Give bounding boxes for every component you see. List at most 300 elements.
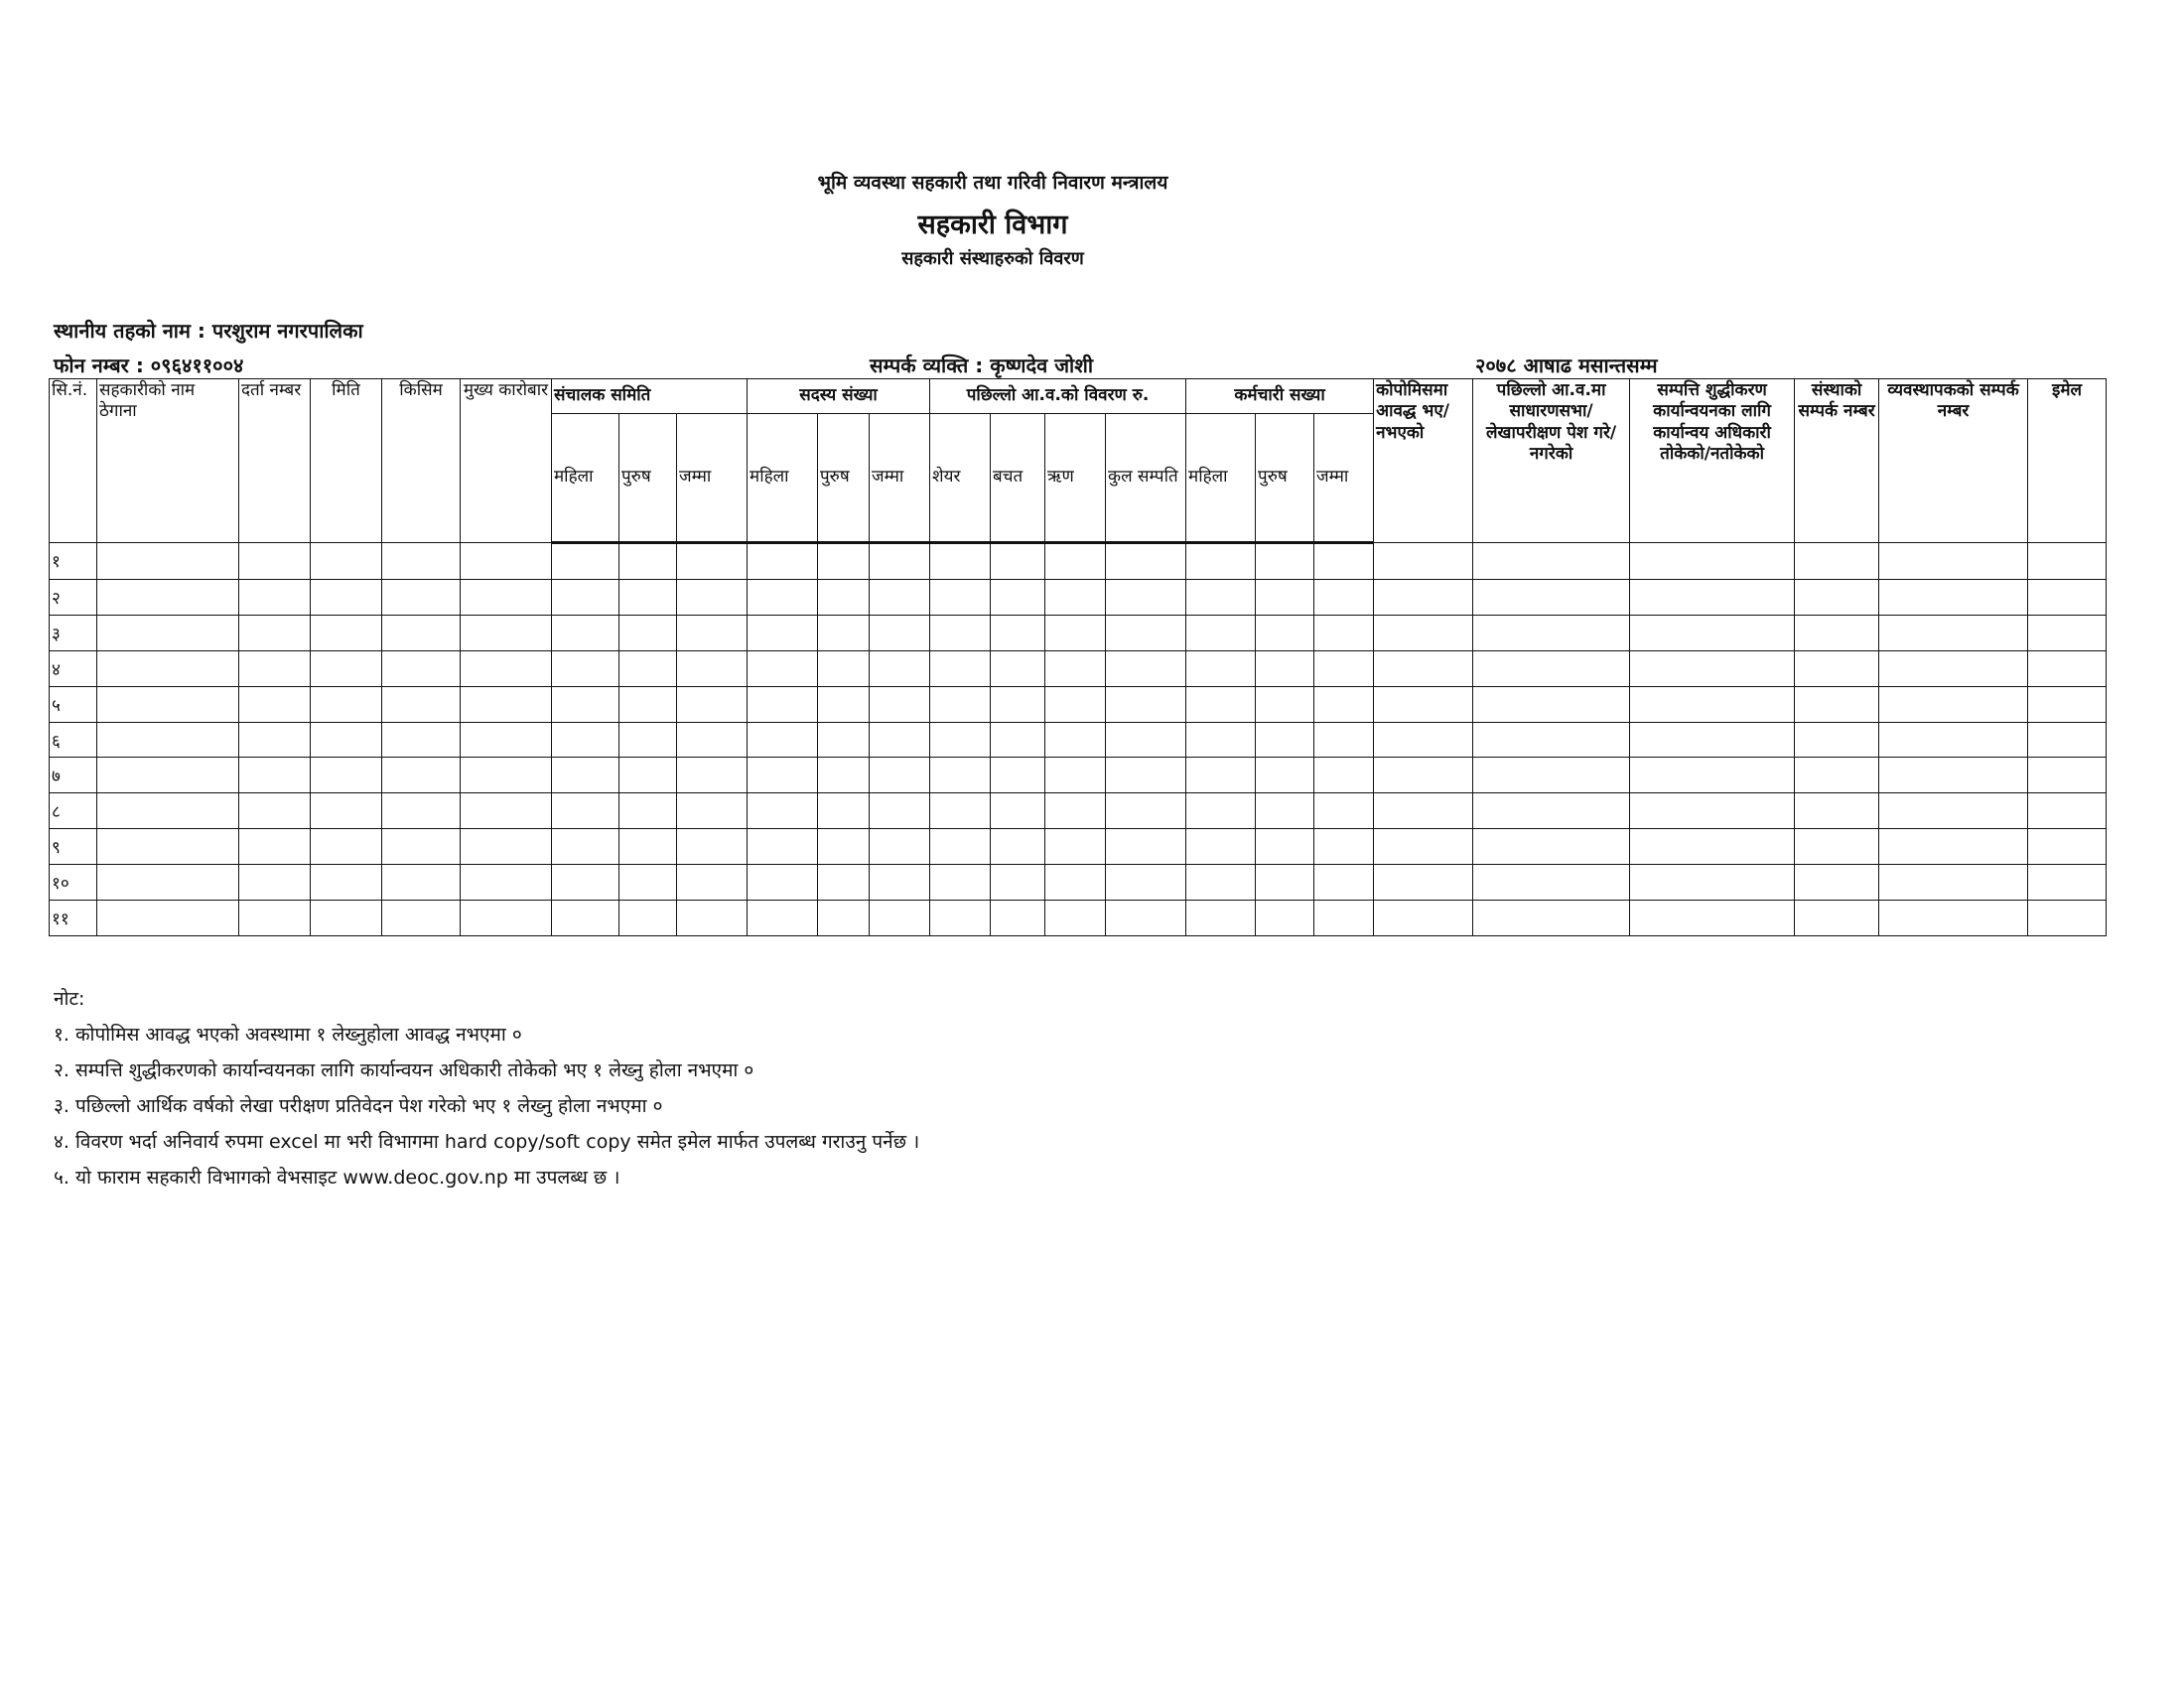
table-cell[interactable] <box>239 865 311 901</box>
table-cell[interactable] <box>97 579 239 615</box>
table-cell[interactable] <box>1314 793 1374 829</box>
table-cell[interactable] <box>1795 901 1879 936</box>
table-cell[interactable] <box>930 722 991 758</box>
table-cell[interactable] <box>97 543 239 580</box>
table-cell[interactable] <box>991 829 1045 865</box>
table-cell[interactable] <box>1879 650 2028 686</box>
table-cell[interactable] <box>2028 722 2107 758</box>
table-cell[interactable] <box>619 829 677 865</box>
table-cell[interactable] <box>870 579 930 615</box>
table-cell[interactable] <box>382 722 461 758</box>
table-cell[interactable] <box>97 650 239 686</box>
table-cell[interactable] <box>1186 615 1256 650</box>
table-cell[interactable] <box>1256 865 1314 901</box>
table-cell[interactable] <box>461 615 552 650</box>
table-cell[interactable] <box>1879 543 2028 580</box>
table-cell[interactable] <box>930 758 991 793</box>
table-cell[interactable] <box>1879 901 2028 936</box>
table-cell[interactable] <box>2028 865 2107 901</box>
table-cell[interactable] <box>818 579 870 615</box>
table-cell[interactable] <box>818 758 870 793</box>
table-cell[interactable] <box>382 758 461 793</box>
table-cell[interactable] <box>1186 829 1256 865</box>
table-cell[interactable] <box>311 722 382 758</box>
table-cell[interactable] <box>1473 793 1630 829</box>
table-cell[interactable] <box>2028 829 2107 865</box>
table-cell[interactable] <box>1045 543 1106 580</box>
table-cell[interactable] <box>930 579 991 615</box>
table-cell[interactable] <box>552 615 619 650</box>
table-cell[interactable] <box>677 865 748 901</box>
table-cell[interactable] <box>619 615 677 650</box>
table-cell[interactable] <box>1186 722 1256 758</box>
table-cell[interactable] <box>382 901 461 936</box>
table-cell[interactable] <box>552 543 619 580</box>
table-cell[interactable] <box>1374 758 1473 793</box>
table-cell[interactable] <box>870 615 930 650</box>
table-cell[interactable] <box>748 615 818 650</box>
table-cell[interactable] <box>619 650 677 686</box>
note-item: ३. पछिल्लो आर्थिक वर्षको लेखा परीक्षण प्रतिवेदन पेश गरेको भए १ लेख्नु होला नभएमा ० <box>54 1095 663 1117</box>
table-cell[interactable] <box>1630 615 1795 650</box>
row-serial-number: २ <box>50 579 97 615</box>
table-cell[interactable] <box>1106 865 1186 901</box>
table-cell[interactable] <box>1374 615 1473 650</box>
col-sn: सि.नं. <box>50 379 97 543</box>
table-cell[interactable] <box>1256 901 1314 936</box>
table-cell[interactable] <box>1186 686 1256 722</box>
table-cell[interactable] <box>677 543 748 580</box>
table-cell[interactable] <box>1186 793 1256 829</box>
sub-fy-share: शेयर <box>930 414 991 543</box>
table-cell[interactable] <box>461 650 552 686</box>
table-cell[interactable] <box>870 793 930 829</box>
table-cell[interactable] <box>1106 793 1186 829</box>
table-cell[interactable] <box>1630 686 1795 722</box>
table-cell[interactable] <box>1473 829 1630 865</box>
table-cell[interactable] <box>2028 579 2107 615</box>
table-cell[interactable] <box>1630 722 1795 758</box>
table-cell[interactable] <box>1106 650 1186 686</box>
table-cell[interactable] <box>1256 793 1314 829</box>
table-cell[interactable] <box>2028 758 2107 793</box>
table-cell[interactable] <box>552 758 619 793</box>
table-cell[interactable] <box>1630 901 1795 936</box>
table-cell[interactable] <box>1374 650 1473 686</box>
table-cell[interactable] <box>1045 793 1106 829</box>
table-cell[interactable] <box>311 829 382 865</box>
table-cell[interactable] <box>818 793 870 829</box>
table-cell[interactable] <box>1314 579 1374 615</box>
table-cell[interactable] <box>870 758 930 793</box>
table-cell[interactable] <box>1314 650 1374 686</box>
table-cell[interactable] <box>311 615 382 650</box>
table-cell[interactable] <box>1879 865 2028 901</box>
table-cell[interactable] <box>677 579 748 615</box>
table-cell[interactable] <box>1879 829 2028 865</box>
table-cell[interactable] <box>1314 615 1374 650</box>
table-cell[interactable] <box>930 829 991 865</box>
table-cell[interactable] <box>930 615 991 650</box>
sub-fy-loan: ऋण <box>1045 414 1106 543</box>
table-cell[interactable] <box>1879 722 2028 758</box>
table-cell[interactable] <box>461 758 552 793</box>
table-cell[interactable] <box>1106 758 1186 793</box>
table-cell[interactable] <box>311 686 382 722</box>
col-agm-audit: पछिल्लो आ.व.मा साधारणसभा/लेखापरीक्षण पेश गरे/नगरेको <box>1473 379 1630 543</box>
table-cell[interactable] <box>1314 543 1374 580</box>
table-cell[interactable] <box>1630 650 1795 686</box>
table-cell[interactable] <box>930 901 991 936</box>
table-cell[interactable] <box>1256 543 1314 580</box>
table-cell[interactable] <box>1045 901 1106 936</box>
table-cell[interactable] <box>619 722 677 758</box>
table-cell[interactable] <box>1473 615 1630 650</box>
table-cell[interactable] <box>677 722 748 758</box>
table-cell[interactable] <box>552 722 619 758</box>
table-cell[interactable] <box>239 615 311 650</box>
table-cell[interactable] <box>748 758 818 793</box>
table-cell[interactable] <box>1795 543 1879 580</box>
table-cell[interactable] <box>382 829 461 865</box>
table-cell[interactable] <box>677 615 748 650</box>
table-cell[interactable] <box>818 650 870 686</box>
table-cell[interactable] <box>239 829 311 865</box>
table-cell[interactable] <box>97 829 239 865</box>
table-cell[interactable] <box>1045 650 1106 686</box>
table-cell[interactable] <box>239 758 311 793</box>
table-cell[interactable] <box>991 722 1045 758</box>
table-cell[interactable] <box>1256 758 1314 793</box>
table-cell[interactable] <box>1879 793 2028 829</box>
table-cell[interactable] <box>1045 865 1106 901</box>
table-cell[interactable] <box>818 543 870 580</box>
table-cell[interactable] <box>677 829 748 865</box>
table-cell[interactable] <box>1314 758 1374 793</box>
table-cell[interactable] <box>677 650 748 686</box>
table-cell[interactable] <box>1045 615 1106 650</box>
table-cell[interactable] <box>1374 829 1473 865</box>
table-row <box>50 722 2107 758</box>
table-cell[interactable] <box>382 650 461 686</box>
table-cell[interactable] <box>239 650 311 686</box>
table-cell[interactable] <box>1795 686 1879 722</box>
table-cell[interactable] <box>748 865 818 901</box>
table-cell[interactable] <box>1045 686 1106 722</box>
table-cell[interactable] <box>382 543 461 580</box>
table-cell[interactable] <box>1374 579 1473 615</box>
table-cell[interactable] <box>930 686 991 722</box>
table-cell[interactable] <box>1106 543 1186 580</box>
table-cell[interactable] <box>552 650 619 686</box>
table-cell[interactable] <box>461 829 552 865</box>
table-cell[interactable] <box>552 579 619 615</box>
table-cell[interactable] <box>311 650 382 686</box>
table-cell[interactable] <box>619 865 677 901</box>
notes-section <box>54 981 919 1196</box>
table-cell[interactable] <box>1374 793 1473 829</box>
table-cell[interactable] <box>239 543 311 580</box>
table-cell[interactable] <box>1314 865 1374 901</box>
table-cell[interactable] <box>677 686 748 722</box>
table-cell[interactable] <box>1186 758 1256 793</box>
table-cell[interactable] <box>552 865 619 901</box>
table-cell[interactable] <box>1473 650 1630 686</box>
table-cell[interactable] <box>1186 865 1256 901</box>
col-email: इमेल <box>2028 379 2107 543</box>
table-cell[interactable] <box>311 543 382 580</box>
table-cell[interactable] <box>991 579 1045 615</box>
table-cell[interactable] <box>461 579 552 615</box>
table-cell[interactable] <box>461 793 552 829</box>
table-cell[interactable] <box>748 901 818 936</box>
table-cell[interactable] <box>870 901 930 936</box>
table-cell[interactable] <box>818 829 870 865</box>
table-cell[interactable] <box>1106 615 1186 650</box>
table-cell[interactable] <box>1106 579 1186 615</box>
table-cell[interactable] <box>311 579 382 615</box>
table-cell[interactable] <box>677 758 748 793</box>
table-cell[interactable] <box>461 543 552 580</box>
table-cell[interactable] <box>1186 543 1256 580</box>
table-cell[interactable] <box>239 793 311 829</box>
table-body <box>50 543 2107 936</box>
table-cell[interactable] <box>991 543 1045 580</box>
table-cell[interactable] <box>991 758 1045 793</box>
table-cell[interactable] <box>748 829 818 865</box>
table-cell[interactable] <box>461 901 552 936</box>
table-cell[interactable] <box>311 758 382 793</box>
table-cell[interactable] <box>818 615 870 650</box>
table-cell[interactable] <box>818 722 870 758</box>
table-cell[interactable] <box>311 793 382 829</box>
cooperative-details-table <box>49 378 2107 936</box>
table-cell[interactable] <box>1630 543 1795 580</box>
table-cell[interactable] <box>1106 722 1186 758</box>
table-cell[interactable] <box>2028 615 2107 650</box>
table-cell[interactable] <box>1186 650 1256 686</box>
table-cell[interactable] <box>2028 650 2107 686</box>
table-cell[interactable] <box>1045 829 1106 865</box>
table-cell[interactable] <box>1186 901 1256 936</box>
table-cell[interactable] <box>97 901 239 936</box>
table-cell[interactable] <box>619 579 677 615</box>
sub-staff-male: पुरुष <box>1256 414 1314 543</box>
sub-board-total: जम्मा <box>677 414 748 543</box>
table-cell[interactable] <box>1374 686 1473 722</box>
table-cell[interactable] <box>1795 865 1879 901</box>
table-cell[interactable] <box>1795 829 1879 865</box>
table-cell[interactable] <box>97 722 239 758</box>
table-cell[interactable] <box>1473 579 1630 615</box>
table-cell[interactable] <box>1630 829 1795 865</box>
table-cell[interactable] <box>552 793 619 829</box>
table-cell[interactable] <box>1374 865 1473 901</box>
table-cell[interactable] <box>748 686 818 722</box>
group-members: सदस्य संख्या <box>748 379 930 414</box>
table-cell[interactable] <box>1795 722 1879 758</box>
table-cell[interactable] <box>1045 722 1106 758</box>
table-row <box>50 901 2107 936</box>
table-cell[interactable] <box>991 901 1045 936</box>
sub-board-male: पुरुष <box>619 414 677 543</box>
table-cell[interactable] <box>311 901 382 936</box>
table-row <box>50 829 2107 865</box>
table-cell[interactable] <box>1795 615 1879 650</box>
table-cell[interactable] <box>619 543 677 580</box>
table-cell[interactable] <box>552 901 619 936</box>
col-name-address: सहकारीको नाम ठेगाना <box>97 379 239 543</box>
table-row <box>50 650 2107 686</box>
note-item: ५. यो फाराम सहकारी विभागको वेभसाइट www.deoc.gov.np मा उपलब्ध छ । <box>54 1167 620 1189</box>
table-cell[interactable] <box>1473 543 1630 580</box>
col-main-business: मुख्य कारोबार <box>461 379 552 543</box>
table-cell[interactable] <box>1374 543 1473 580</box>
table-cell[interactable] <box>1473 686 1630 722</box>
table-cell[interactable] <box>748 793 818 829</box>
table-cell[interactable] <box>382 865 461 901</box>
table-cell[interactable] <box>1630 579 1795 615</box>
table-cell[interactable] <box>619 686 677 722</box>
table-cell[interactable] <box>1473 901 1630 936</box>
table-cell[interactable] <box>870 543 930 580</box>
table-cell[interactable] <box>1473 865 1630 901</box>
row-serial-number: १० <box>50 865 97 901</box>
table-cell[interactable] <box>1256 615 1314 650</box>
table-cell[interactable] <box>1795 579 1879 615</box>
table-cell[interactable] <box>1256 722 1314 758</box>
table-cell[interactable] <box>97 865 239 901</box>
table-cell[interactable] <box>1106 901 1186 936</box>
col-copomis: कोपोमिसमा आवद्ध भए/ नभएको <box>1374 379 1473 543</box>
table-cell[interactable] <box>1795 650 1879 686</box>
table-cell[interactable] <box>1630 865 1795 901</box>
table-cell[interactable] <box>991 615 1045 650</box>
table-cell[interactable] <box>748 650 818 686</box>
table-cell[interactable] <box>930 650 991 686</box>
col-reg-no: दर्ता नम्बर <box>239 379 311 543</box>
table-cell[interactable] <box>1256 686 1314 722</box>
table-cell[interactable] <box>2028 543 2107 580</box>
table-cell[interactable] <box>1795 758 1879 793</box>
table-cell[interactable] <box>991 865 1045 901</box>
group-staff: कर्मचारी सख्या <box>1186 379 1374 414</box>
table-cell[interactable] <box>461 865 552 901</box>
table-cell[interactable] <box>818 686 870 722</box>
table-row <box>50 543 2107 580</box>
sub-staff-total: जम्मा <box>1314 414 1374 543</box>
table-row <box>50 686 2107 722</box>
table-cell[interactable] <box>870 829 930 865</box>
table-cell[interactable] <box>1374 901 1473 936</box>
note-item: १. कोपोमिस आवद्ध भएको अवस्थामा १ लेख्नुहोला आवद्ध नभएमा ० <box>54 1024 522 1046</box>
table-cell[interactable] <box>930 793 991 829</box>
table-cell[interactable] <box>1879 579 2028 615</box>
table-cell[interactable] <box>870 722 930 758</box>
table-cell[interactable] <box>619 793 677 829</box>
table-cell[interactable] <box>748 722 818 758</box>
table-cell[interactable] <box>870 865 930 901</box>
table-cell[interactable] <box>552 829 619 865</box>
table-cell[interactable] <box>1314 901 1374 936</box>
table-cell[interactable] <box>1106 686 1186 722</box>
table-cell[interactable] <box>930 865 991 901</box>
table-cell[interactable] <box>1473 758 1630 793</box>
row-serial-number: ११ <box>50 901 97 936</box>
table-cell[interactable] <box>382 793 461 829</box>
table-cell[interactable] <box>1045 758 1106 793</box>
table-cell[interactable] <box>619 758 677 793</box>
table-cell[interactable] <box>1256 829 1314 865</box>
table-cell[interactable] <box>870 686 930 722</box>
table-cell[interactable] <box>677 793 748 829</box>
table-cell[interactable] <box>818 901 870 936</box>
table-cell[interactable] <box>1879 758 2028 793</box>
table-cell[interactable] <box>1795 793 1879 829</box>
table-cell[interactable] <box>1045 579 1106 615</box>
table-cell[interactable] <box>2028 686 2107 722</box>
table-cell[interactable] <box>2028 793 2107 829</box>
notes-label: नोट: <box>54 988 85 1010</box>
table-cell[interactable] <box>991 650 1045 686</box>
table-cell[interactable] <box>97 758 239 793</box>
table-cell[interactable] <box>461 686 552 722</box>
table-cell[interactable] <box>1630 758 1795 793</box>
table-cell[interactable] <box>1256 650 1314 686</box>
table-cell[interactable] <box>552 686 619 722</box>
table-cell[interactable] <box>97 686 239 722</box>
contact-person: सम्पर्क व्यक्ति : कृष्णदेव जोशी <box>870 353 1094 377</box>
table-cell[interactable] <box>870 650 930 686</box>
table-cell[interactable] <box>991 793 1045 829</box>
table-cell[interactable] <box>930 543 991 580</box>
table-cell[interactable] <box>2028 901 2107 936</box>
table-cell[interactable] <box>382 579 461 615</box>
table-cell[interactable] <box>97 793 239 829</box>
table-cell[interactable] <box>1473 722 1630 758</box>
table-cell[interactable] <box>461 722 552 758</box>
table-cell[interactable] <box>239 579 311 615</box>
row-serial-number: ५ <box>50 686 97 722</box>
table-cell[interactable] <box>382 615 461 650</box>
table-cell[interactable] <box>818 865 870 901</box>
table-cell[interactable] <box>1630 793 1795 829</box>
table-cell[interactable] <box>1374 722 1473 758</box>
table-cell[interactable] <box>239 722 311 758</box>
table-cell[interactable] <box>239 901 311 936</box>
table-cell[interactable] <box>1256 579 1314 615</box>
table-cell[interactable] <box>1314 722 1374 758</box>
table-cell[interactable] <box>677 901 748 936</box>
table-cell[interactable] <box>748 579 818 615</box>
table-cell[interactable] <box>239 686 311 722</box>
table-cell[interactable] <box>97 615 239 650</box>
table-cell[interactable] <box>1314 829 1374 865</box>
table-cell[interactable] <box>1879 615 2028 650</box>
reporting-period: २०७८ आषाढ मसान्तसम्म <box>1475 353 1658 377</box>
table-cell[interactable] <box>619 901 677 936</box>
table-cell[interactable] <box>1186 579 1256 615</box>
table-cell[interactable] <box>748 543 818 580</box>
table-cell[interactable] <box>991 686 1045 722</box>
local-level-name: स्थानीय तहको नाम : परशुराम नगरपालिका <box>54 319 363 343</box>
table-cell[interactable] <box>311 865 382 901</box>
table-cell[interactable] <box>382 686 461 722</box>
table-cell[interactable] <box>1879 686 2028 722</box>
row-serial-number: ९ <box>50 829 97 865</box>
table-cell[interactable] <box>1314 686 1374 722</box>
table-cell[interactable] <box>1106 829 1186 865</box>
